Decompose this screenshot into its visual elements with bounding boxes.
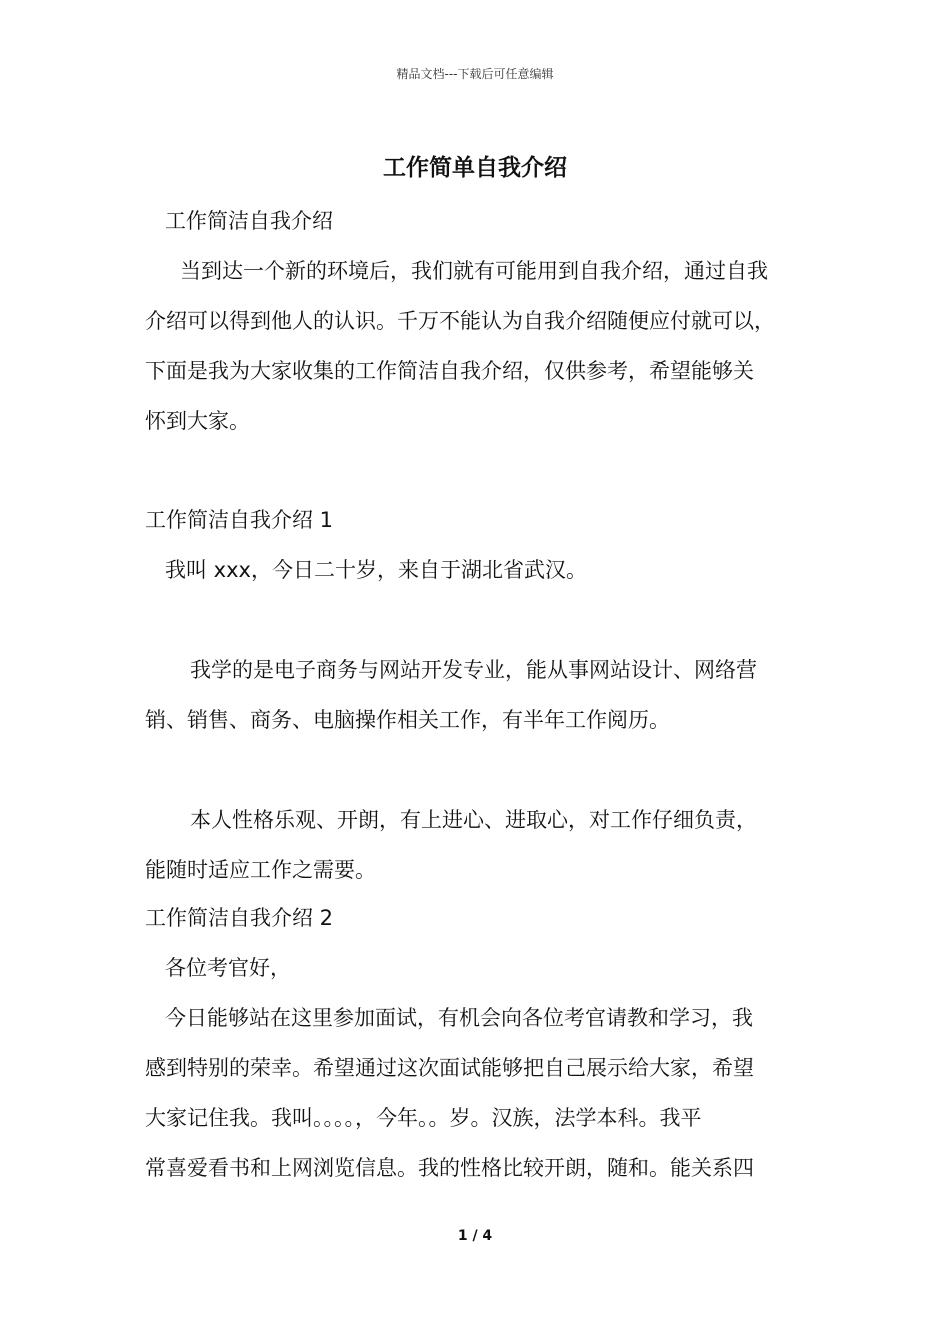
- section2-line-3: 感到特别的荣幸。希望通过这次面试能够把自己展示给大家，希望: [145, 1056, 754, 1080]
- document-title: 工作简单自我介绍: [383, 155, 567, 181]
- section1-line-4: 本人性格乐观、开朗，有上进心、进取心，对工作仔细负责，: [190, 808, 757, 832]
- section1-line-5: 能随时适应工作之需要。: [145, 858, 376, 882]
- section1-line-1: 我叫 xxx，今日二十岁，来自于湖北省武汉。: [165, 558, 587, 582]
- section2-line-4: 大家记住我。我叫。。。。，今年。。岁。汉族，法学本科。我平: [145, 1106, 702, 1130]
- section-heading-1: 工作简洁自我介绍 1: [145, 508, 334, 532]
- page-header: 精品文档---下载后可任意编辑: [396, 67, 554, 81]
- section2-line-2: 今日能够站在这里参加面试，有机会向各位考官请教和学习，我: [165, 1006, 753, 1030]
- section1-line-2: 我学的是电子商务与网站开发专业，能从事网站设计、网络营: [190, 658, 757, 682]
- intro-line-4: 怀到大家。: [145, 409, 250, 433]
- intro-line-1: 当到达一个新的环境后，我们就有可能用到自我介绍，通过自我: [180, 259, 768, 283]
- section1-line-3: 销、销售、商务、电脑操作相关工作，有半年工作阅历。: [145, 708, 670, 732]
- page-number: 1 / 4: [457, 1228, 493, 1244]
- section-heading-2: 工作简洁自我介绍 2: [145, 906, 334, 930]
- subtitle-line: 工作简洁自我介绍: [165, 209, 333, 233]
- section2-line-5: 常喜爱看书和上网浏览信息。我的性格比较开朗，随和。能关系四: [145, 1156, 754, 1180]
- section2-line-1: 各位考官好，: [165, 956, 291, 980]
- intro-line-3: 下面是我为大家收集的工作简洁自我介绍，仅供参考，希望能够关: [145, 359, 754, 383]
- intro-line-2: 介绍可以得到他人的认识。千万不能认为自我介绍随便应付就可以，: [145, 309, 775, 333]
